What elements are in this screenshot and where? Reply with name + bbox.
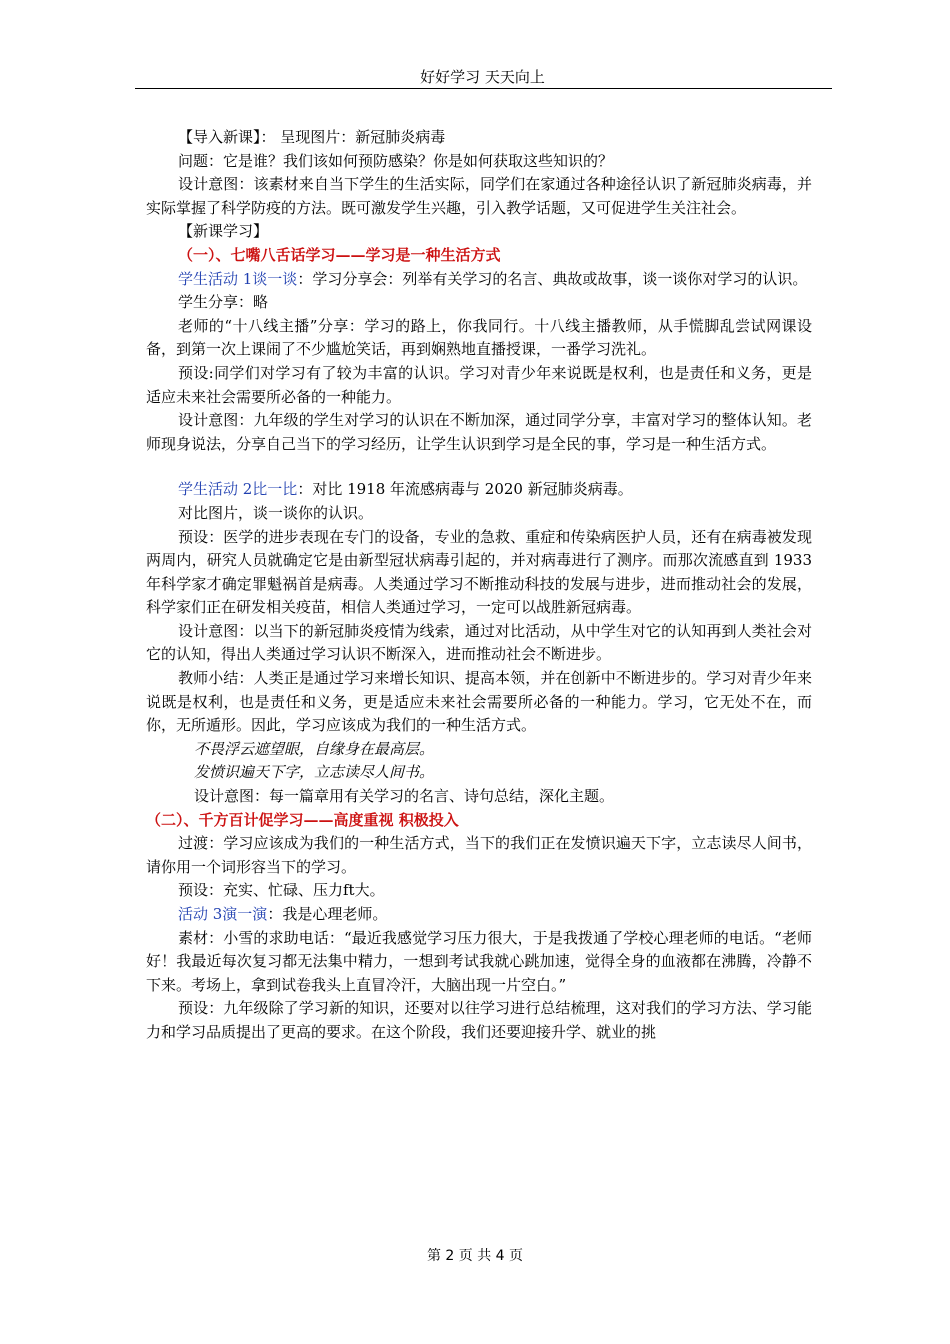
preset-2: 预设：医学的进步表现在专门的设备，专业的急救、重症和传染病医护人员，还有在病毒被发现两周内，研究人员就确定它是由新型冠状病毒引起的，并对病毒进行了测序。而那次流感直到 1933 年科学家才确定罪魁祸首是病毒。人类通过学习不断推动科技的发展与进步，进而推动社会的发展，科学家们正在研发相关疫苗，相信人类通过学习，一定可以战胜新冠病毒。 [146, 527, 812, 617]
compare-prompt: 对比图片，谈一谈你的认识。 [178, 503, 374, 522]
new-lesson-heading: 【新课学习】 [178, 222, 269, 241]
activity-3-text: ：我是心理老师。 [267, 905, 388, 923]
transition: 过渡：学习应该成为我们的一种生活方式，当下的我们正在发愤识遍天下字，立志读尽人间书，请你用一个词形容当下的学习。 [146, 834, 812, 876]
page-header: 好好学习 天天向上 [420, 68, 545, 86]
activity-1 [146, 268, 812, 292]
activity-2-text: ：对比 1918 年流感病毒与 2020 新冠肺炎病毒。 [297, 480, 633, 499]
material: 素材：小雪的求助电话：“最近我感觉学习压力很大，于是我拨通了学校心理老师的电话。“老师好！我最近每次复习都无法集中精力，一想到考试我就心跳加速，觉得全身的血液都在沸腾，冷静不下来。考场上，拿到试卷我头上直冒冷汗，大脑出现一片空白。” [146, 928, 812, 994]
design-4: 设计意图：每一篇章用有关学习的名言、诗句总结，深化主题。 [194, 787, 615, 806]
preset-3: 预设：充实、忙碌、压力ft大。 [178, 881, 385, 900]
document-body [146, 126, 812, 1045]
intro-label: 【导入新课】 [178, 128, 261, 146]
preset-1: 预设:同学们对学习有了较为丰富的认识。学习对青少年来说既是权利，也是责任和义务，更是适应未来社会需要所必备的一种能力。 [146, 363, 812, 406]
preset-4: 预设：九年级除了学习新的知识，还要对以往学习进行总结梳理，这对我们的学习方法、学习能力和学习品质提出了更高的要求。在这个阶段，我们还要迎接升学、就业的挑 [146, 999, 812, 1041]
poem-line-2: 发愤识遍天下字，立志读尽人间书。 [194, 763, 435, 782]
teacher-share: 老师的“十八线主播”分享：学习的路上，你我同行。十八线主播教师，从手慌脚乱尝试网课设备，到第一次上课闹了不少尴尬笑话，再到娴熟地直播授课，一番学习洗礼。 [146, 316, 812, 359]
intro-question: 问题：它是谁？我们该如何预防感染？你是如何获取这些知识的？ [178, 151, 614, 170]
intro-design: 设计意图：该素材来自当下学生的生活实际，同学们在家通过各种途径认识了新冠肺炎病毒，并实际掌握了科学防疫的方法。既可激发学生兴趣，引入教学话题，又可促进学生关注社会。 [146, 175, 812, 217]
activity-1-text: ：学习分享会：列举有关学习的名言、典故或故事，谈一谈你对学习的认识。 [297, 269, 808, 288]
activity-2 [146, 478, 812, 502]
activity-3-label: 活动 3演一演 [178, 905, 268, 923]
header-divider [135, 88, 832, 89]
intro-rest: 呈现图片：新冠肺炎病毒 [275, 128, 446, 146]
activity-1-label: 学生活动 1谈一谈 [178, 269, 298, 288]
student-share: 学生分享：略 [178, 293, 269, 312]
teacher-summary: 教师小结：人类正是通过学习来增长知识、提高本领，并在创新中不断进步的。学习对青少年来说既是权利，也是责任和义务，更是适应未来社会需要所必备的一种能力。学习，它无处不在，而你，无所遁形。因此，学习应该成为我们的一种生活方式。 [146, 669, 812, 735]
spacer [146, 456, 812, 478]
section-2-title: （二）、千方百计促学习——高度重视 积极投入 [146, 810, 459, 829]
activity-3 [146, 903, 812, 927]
poem-line-1: 不畏浮云遮望眼，自缘身在最高层。 [194, 739, 435, 758]
intro-line [146, 126, 812, 150]
activity-2-label: 学生活动 2比一比 [178, 480, 298, 499]
section-1-title: （一）、七嘴八舌话学习——学习是一种生活方式 [178, 245, 501, 264]
page-footer: 第 2 页 共 4 页 [426, 1248, 524, 1264]
design-3: 设计意图：以当下的新冠肺炎疫情为线索，通过对比活动，从中学生对它的认知再到人类社会对它的认知，得出人类通过学习认识不断深入，进而推动社会不断进步。 [146, 621, 812, 664]
design-2: 设计意图：九年级的学生对学习的认识在不断加深，通过同学分享，丰富对学习的整体认知。老师现身说法，分享自己当下的学习经历，让学生认识到学习是全民的事，学习是一种生活方式。 [146, 411, 812, 453]
intro-colon: ： [260, 128, 276, 146]
